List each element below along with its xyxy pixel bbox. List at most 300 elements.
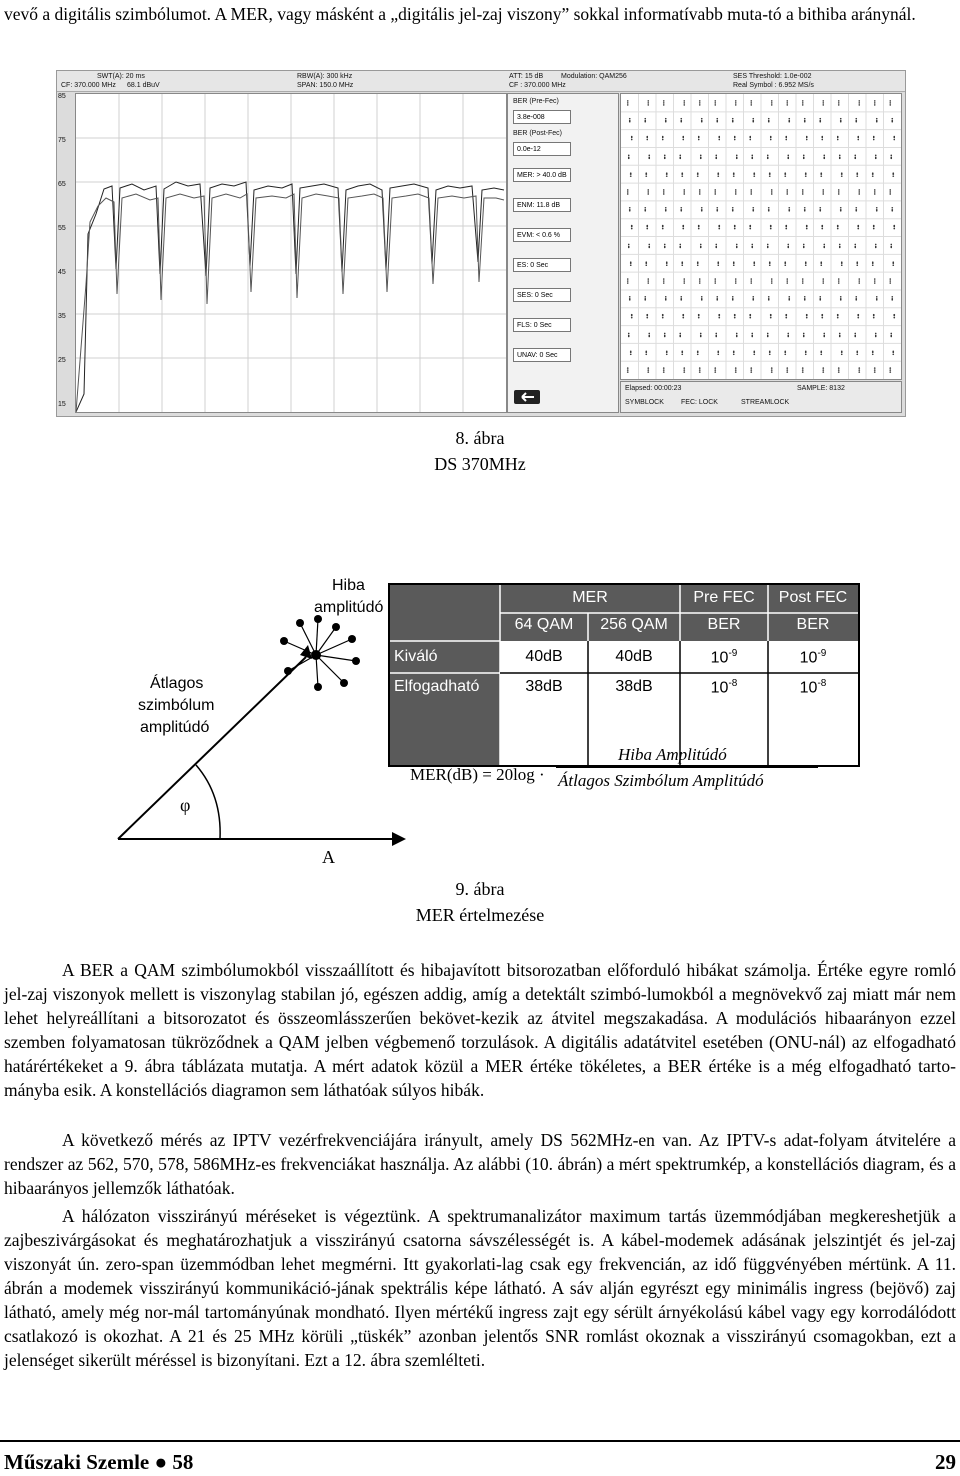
constellation-point <box>699 189 701 191</box>
constellation-point <box>631 228 633 230</box>
constellation-point <box>820 261 822 263</box>
constellation-point <box>771 191 773 193</box>
constellation-point <box>714 191 716 193</box>
constellation-point <box>717 350 719 352</box>
constellation-point <box>697 261 699 263</box>
ber-pre-label: BER (Pre-Fec) <box>513 98 559 105</box>
constellation-point <box>802 104 804 106</box>
constellation-point <box>700 333 702 335</box>
constellation-point <box>770 317 772 319</box>
constellation-point <box>838 367 840 369</box>
constellation-point <box>786 371 788 373</box>
constellation-point <box>858 369 860 371</box>
constellation-point <box>802 369 804 371</box>
constellation-point <box>735 278 737 280</box>
constellation-point <box>646 139 648 141</box>
constellation-point <box>734 139 736 141</box>
constellation-point <box>732 120 734 122</box>
constellation-point <box>735 102 737 104</box>
constellation-point <box>629 296 631 298</box>
constellation-point <box>700 244 702 246</box>
constellation-point <box>785 228 787 230</box>
figure-8-caption-title: DS 370MHz <box>434 454 526 474</box>
constellation-point <box>873 314 875 316</box>
constellation-point <box>733 175 735 177</box>
constellation-point <box>644 120 646 122</box>
analyzer-header <box>57 71 905 92</box>
constellation-point <box>822 193 824 195</box>
constellation-point <box>718 136 720 138</box>
constellation-point <box>803 246 805 248</box>
constellation-point <box>646 228 648 230</box>
constellation-point <box>732 207 734 209</box>
figure-9-caption-number: 9. ábra <box>455 879 505 899</box>
constellation-point <box>714 367 716 369</box>
constellation-point <box>714 280 716 282</box>
figure-9-mer-diagram <box>0 575 960 875</box>
constellation-point <box>699 367 701 369</box>
constellation-point <box>806 139 808 141</box>
constellation-point <box>876 209 878 211</box>
constellation-point <box>786 100 788 102</box>
constellation-point <box>821 225 823 227</box>
constellation-point <box>875 155 877 157</box>
constellation-point <box>857 314 859 316</box>
constellation-point <box>855 207 857 209</box>
constellation-point <box>892 353 894 355</box>
constellation-point <box>680 296 682 298</box>
constellation-point <box>838 282 840 284</box>
constellation-point <box>822 280 824 282</box>
constellation-point <box>876 118 878 120</box>
constellation-point <box>822 282 824 284</box>
constellation-point <box>858 193 860 195</box>
constellation-point <box>627 104 629 106</box>
constellation-point <box>736 155 738 157</box>
constellation-diagram <box>620 93 902 380</box>
constellation-point <box>802 371 804 373</box>
analyzer-status-bar <box>620 381 902 413</box>
constellation-point <box>630 353 632 355</box>
constellation-point <box>646 225 648 227</box>
constellation-point <box>627 278 629 280</box>
constellation-point <box>872 175 874 177</box>
constellation-point <box>785 225 787 227</box>
constellation-point <box>753 261 755 263</box>
constellation-point <box>699 193 701 195</box>
constellation-point <box>819 298 821 300</box>
constellation-point <box>699 278 701 280</box>
constellation-point <box>714 371 716 373</box>
constellation-point <box>876 120 878 122</box>
constellation-point <box>838 371 840 373</box>
constellation-point <box>785 314 787 316</box>
paragraph-return-path: A hálózaton visszirányú méréseket is végeztünk. A spektrumanalizátor maximum tartás üzemmódjában megkereshetjük a zajbeszivárgásokat és meghatározhatjuk a visszirányú csatorna sávszélességét is. A kábel-modemek adásának jelszintjét és jel-zaj viszonyát ún. zero-span üzemmódban lehet megmérni. Itt gyakorlati-lag csak egy frekvencián, az idő függvényében mértünk. A 11. ábrán a modemek visszirányú kommunikáció-jának spektrális képe látható. A sáv alján egyrészt egy minimális ingress (bejövő) zaj látható, amely még nor-mál tartományúnak mondható. Ilyen mértékű ingress zajt egy sérült árnyékolású kábel vagy egy korrodálódott csatlakozó is okozhat. A 21 és 25 MHz körüli „tüskék” azonban jelentős SNR romlást okoznak a visszirányú csomagokban, ezt a jelenséget sikerült méréssel is bizonyítani. Ezt a 12. ábra szemlélteti. <box>4 1206 956 1370</box>
constellation-point <box>750 280 752 282</box>
constellation-point <box>647 371 649 373</box>
constellation-point <box>751 155 753 157</box>
constellation-point <box>736 333 738 335</box>
constellation-point <box>823 333 825 335</box>
constellation-point <box>839 157 841 159</box>
constellation-point <box>648 246 650 248</box>
constellation-point <box>663 104 665 106</box>
constellation-point <box>819 209 821 211</box>
constellation-point <box>701 296 703 298</box>
constellation-point <box>717 264 719 266</box>
constellation-point <box>872 261 874 263</box>
constellation-point <box>855 298 857 300</box>
constellation-point <box>858 102 860 104</box>
constellation-point <box>856 264 858 266</box>
constellation-point <box>751 335 753 337</box>
constellation-point <box>805 264 807 266</box>
constellation-point <box>750 193 752 195</box>
constellation-point <box>683 100 685 102</box>
constellation-point <box>874 369 876 371</box>
constellation-point <box>698 317 700 319</box>
r2-256qam: 38dB <box>615 678 653 695</box>
modulation-label: Modulation: QAM256 <box>561 73 627 80</box>
constellation-point <box>699 104 701 106</box>
constellation-point <box>749 136 751 138</box>
constellation-point <box>682 314 684 316</box>
label-amplitudo-2: amplitúdó <box>140 719 210 736</box>
constellation-point <box>714 104 716 106</box>
constellation-point <box>735 367 737 369</box>
constellation-point <box>856 350 858 352</box>
constellation-point <box>680 298 682 300</box>
arrow-icon <box>514 390 540 404</box>
r2-64qam: 38dB <box>525 678 563 695</box>
constellation-point <box>681 264 683 266</box>
constellation-point <box>874 367 876 369</box>
constellation-point <box>735 282 737 284</box>
constellation-point <box>717 175 719 177</box>
constellation-point <box>631 225 633 227</box>
constellation-point <box>893 225 895 227</box>
enm-value: ENM: 11.8 dB <box>513 198 571 212</box>
constellation-point <box>803 157 805 159</box>
constellation-point <box>629 120 631 122</box>
constellation-point <box>683 280 685 282</box>
symbolock-label: SYMBLOCK <box>625 399 664 406</box>
constellation-point <box>802 367 804 369</box>
y-tick: 75 <box>58 137 66 144</box>
r1-256qam: 40dB <box>615 648 653 665</box>
constellation-point <box>872 264 874 266</box>
constellation-point <box>858 100 860 102</box>
constellation-point <box>716 209 718 211</box>
constellation-point <box>788 118 790 120</box>
constellation-point <box>874 191 876 193</box>
journal-name: Műszaki Szemle ● 58 <box>4 1450 194 1474</box>
constellation-point <box>889 104 891 106</box>
constellation-point <box>645 353 647 355</box>
constellation-point <box>666 261 668 263</box>
constellation-point <box>841 261 843 263</box>
constellation-point <box>698 228 700 230</box>
r2-prefec: $10^{-8}$ <box>710 678 738 697</box>
header-postfec: Post FEC <box>778 589 848 606</box>
page-footer <box>0 1440 960 1476</box>
constellation-point <box>735 371 737 373</box>
y-tick: 25 <box>58 357 66 364</box>
y-tick: 65 <box>58 181 66 188</box>
constellation-point <box>857 228 859 230</box>
constellation-point <box>893 139 895 141</box>
constellation-point <box>734 228 736 230</box>
constellation-point <box>838 104 840 106</box>
constellation-point <box>734 317 736 319</box>
constellation-point <box>891 118 893 120</box>
level-label: 68.1 dBuV <box>127 82 160 89</box>
constellation-point <box>819 120 821 122</box>
constellation-point <box>628 246 630 248</box>
constellation-point <box>750 100 752 102</box>
spectrum-grid <box>76 94 506 412</box>
constellation-point <box>771 278 773 280</box>
constellation-point <box>631 314 633 316</box>
constellation-point <box>820 264 822 266</box>
constellation-point <box>735 189 737 191</box>
constellation-point <box>681 175 683 177</box>
constellation-point <box>647 280 649 282</box>
constellation-point <box>664 335 666 337</box>
constellation-point <box>840 209 842 211</box>
constellation-point <box>891 298 893 300</box>
formula-numerator: Hiba Amplitúdó <box>618 745 727 764</box>
constellation-point <box>699 280 701 282</box>
constellation-point <box>749 225 751 227</box>
constellation-point <box>662 225 664 227</box>
constellation-point <box>875 333 877 335</box>
constellation-point <box>699 371 701 373</box>
constellation-point <box>786 369 788 371</box>
constellation-point <box>682 225 684 227</box>
figure-8-analyzer-screenshot <box>56 70 906 417</box>
constellation-point <box>627 193 629 195</box>
constellation-point <box>771 280 773 282</box>
constellation-point <box>646 314 648 316</box>
constellation-point <box>647 369 649 371</box>
constellation-point <box>839 335 841 337</box>
constellation-point <box>683 367 685 369</box>
constellation-point <box>647 278 649 280</box>
ber-post-label: BER (Post-Fec) <box>513 130 563 137</box>
constellation-point <box>822 369 824 371</box>
constellation-point <box>683 369 685 371</box>
constellation-point <box>771 371 773 373</box>
constellation-point <box>715 333 717 335</box>
constellation-point <box>701 120 703 122</box>
constellation-point <box>663 189 665 191</box>
constellation-point <box>855 118 857 120</box>
label-hiba: Hiba <box>332 577 365 594</box>
constellation-point <box>858 189 860 191</box>
constellation-point <box>804 298 806 300</box>
constellation-point <box>768 298 770 300</box>
constellation-point <box>874 278 876 280</box>
constellation-point <box>645 261 647 263</box>
constellation-point <box>889 189 891 191</box>
constellation-point <box>769 353 771 355</box>
constellation-point <box>665 209 667 211</box>
constellation-point <box>802 193 804 195</box>
constellation-point <box>679 244 681 246</box>
constellation-point <box>893 228 895 230</box>
r2-postfec: $10^{-8}$ <box>799 678 827 697</box>
constellation-point <box>771 189 773 191</box>
mer-threshold-table <box>388 583 860 767</box>
constellation-point <box>631 139 633 141</box>
constellation-point <box>627 102 629 104</box>
constellation-point <box>681 261 683 263</box>
constellation-point <box>890 335 892 337</box>
constellation-point <box>770 228 772 230</box>
constellation-point <box>683 102 685 104</box>
constellation-point <box>788 120 790 122</box>
constellation-grid <box>621 94 901 379</box>
constellation-point <box>890 155 892 157</box>
constellation-point <box>627 189 629 191</box>
constellation-point <box>786 282 788 284</box>
constellation-point <box>787 246 789 248</box>
constellation-point <box>644 298 646 300</box>
sample-label: SAMPLE: 8132 <box>797 385 845 392</box>
constellation-point <box>822 367 824 369</box>
constellation-point <box>857 317 859 319</box>
constellation-point <box>683 104 685 106</box>
constellation-point <box>841 264 843 266</box>
constellation-point <box>698 136 700 138</box>
constellation-point <box>874 280 876 282</box>
constellation-point <box>837 314 839 316</box>
constellation-point <box>631 136 633 138</box>
constellation-point <box>858 104 860 106</box>
constellation-point <box>784 261 786 263</box>
constellation-point <box>627 367 629 369</box>
constellation-point <box>840 298 842 300</box>
constellation-point <box>802 282 804 284</box>
row-label-elfogadhato: Elfogadható <box>394 678 480 695</box>
constellation-point <box>874 371 876 373</box>
constellation-point <box>856 172 858 174</box>
spectrum-trace <box>76 94 506 412</box>
constellation-point <box>823 155 825 157</box>
constellation-point <box>857 136 859 138</box>
ses-value: SES: 0 Sec <box>513 288 571 302</box>
constellation-point <box>697 264 699 266</box>
constellation-point <box>733 350 735 352</box>
constellation-point <box>784 350 786 352</box>
constellation-point <box>823 335 825 337</box>
constellation-point <box>838 191 840 193</box>
constellation-point <box>874 193 876 195</box>
constellation-point <box>680 118 682 120</box>
constellation-point <box>821 317 823 319</box>
constellation-point <box>767 335 769 337</box>
constellation-point <box>665 207 667 209</box>
header-256qam: 256 QAM <box>600 616 668 633</box>
constellation-point <box>699 102 701 104</box>
constellation-point <box>629 298 631 300</box>
constellation-point <box>751 333 753 335</box>
constellation-point <box>732 296 734 298</box>
constellation-point <box>786 278 788 280</box>
constellation-point <box>664 157 666 159</box>
constellation-point <box>892 261 894 263</box>
constellation-point <box>784 264 786 266</box>
constellation-point <box>872 353 874 355</box>
constellation-point <box>716 298 718 300</box>
constellation-point <box>663 193 665 195</box>
constellation-point <box>858 371 860 373</box>
constellation-point <box>771 282 773 284</box>
constellation-point <box>663 100 665 102</box>
constellation-point <box>858 280 860 282</box>
constellation-point <box>854 157 856 159</box>
constellation-point <box>647 367 649 369</box>
constellation-point <box>805 350 807 352</box>
constellation-point <box>714 102 716 104</box>
constellation-point <box>875 246 877 248</box>
constellation-point <box>750 104 752 106</box>
label-amplitudo: amplitúdó <box>314 599 384 616</box>
constellation-point <box>647 189 649 191</box>
constellation-point <box>749 317 751 319</box>
constellation-point <box>857 139 859 141</box>
constellation-point <box>767 244 769 246</box>
constellation-point <box>822 191 824 193</box>
figure-9-caption-title: MER értelmezése <box>415 905 545 925</box>
constellation-point <box>769 264 771 266</box>
label-phi: φ <box>180 795 191 815</box>
constellation-point <box>663 191 665 193</box>
constellation-point <box>854 155 856 157</box>
constellation-point <box>749 314 751 316</box>
constellation-point <box>628 335 630 337</box>
formula-lhs: MER(dB) = 20log · <box>410 765 545 784</box>
constellation-point <box>802 189 804 191</box>
constellation-point <box>805 175 807 177</box>
ses-threshold-label: SES Threshold: 1.0e-002 <box>733 73 812 80</box>
y-tick: 55 <box>58 225 66 232</box>
es-value: ES: 0 Sec <box>513 258 571 272</box>
constellation-point <box>889 282 891 284</box>
header-ber-post: BER <box>796 616 830 633</box>
constellation-point <box>876 207 878 209</box>
constellation-point <box>715 157 717 159</box>
constellation-point <box>770 225 772 227</box>
constellation-point <box>645 172 647 174</box>
constellation-point <box>889 193 891 195</box>
constellation-point <box>714 282 716 284</box>
constellation-point <box>890 157 892 159</box>
constellation-point <box>875 244 877 246</box>
constellation-point <box>631 317 633 319</box>
constellation-point <box>683 193 685 195</box>
constellation-point <box>767 157 769 159</box>
constellation-point <box>666 264 668 266</box>
constellation-point <box>662 317 664 319</box>
constellation-point <box>627 371 629 373</box>
real-symbol-label: Real Symbol : 6.952 MS/s <box>733 82 814 89</box>
constellation-point <box>838 193 840 195</box>
constellation-point <box>718 228 720 230</box>
constellation-point <box>819 296 821 298</box>
constellation-point <box>646 317 648 319</box>
